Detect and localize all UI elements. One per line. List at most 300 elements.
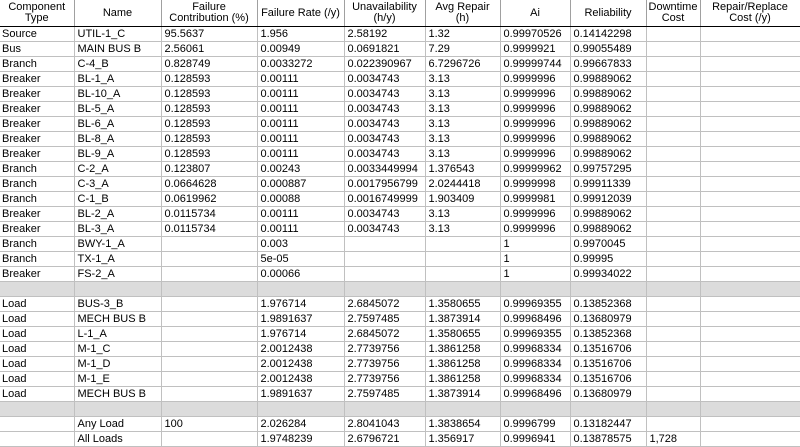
col-header-repair[interactable]: Avg Repair (h) — [425, 0, 500, 27]
cell-unavailability[interactable]: 0.0034743 — [344, 222, 425, 237]
cell-type[interactable]: Load — [0, 342, 74, 357]
cell-repair[interactable] — [425, 267, 500, 282]
cell-type[interactable]: Load — [0, 327, 74, 342]
table-row[interactable] — [0, 177, 800, 192]
table-row[interactable] — [0, 222, 800, 237]
cell-downtime[interactable] — [646, 147, 700, 162]
cell-unavailability[interactable]: 2.6845072 — [344, 297, 425, 312]
cell-unavailability[interactable]: 0.0034743 — [344, 87, 425, 102]
cell-contribution[interactable]: 0.0115734 — [161, 207, 257, 222]
cell-replace-cost[interactable] — [700, 342, 800, 357]
cell-contribution[interactable] — [161, 372, 257, 387]
cell-reliability[interactable]: 0.14142298 — [570, 27, 646, 42]
cell-name[interactable]: BL-3_A — [74, 222, 161, 237]
cell-reliability[interactable]: 0.99889062 — [570, 207, 646, 222]
cell-downtime[interactable] — [646, 222, 700, 237]
cell-reliability[interactable]: 0.13182447 — [570, 417, 646, 432]
table-row[interactable] — [0, 162, 800, 177]
cell-ai[interactable]: 1 — [500, 252, 570, 267]
cell-rate[interactable]: 2.0012438 — [257, 372, 344, 387]
table-row[interactable] — [0, 87, 800, 102]
cell-type[interactable]: Load — [0, 312, 74, 327]
table-row[interactable] — [0, 207, 800, 222]
cell-downtime[interactable] — [646, 42, 700, 57]
cell-downtime[interactable] — [646, 57, 700, 72]
cell-name[interactable]: MECH BUS B — [74, 312, 161, 327]
table-row[interactable] — [0, 357, 800, 372]
cell-type[interactable]: Branch — [0, 237, 74, 252]
cell-type[interactable]: Breaker — [0, 72, 74, 87]
cell-rate[interactable]: 0.00111 — [257, 132, 344, 147]
cell-ai[interactable]: 0.99968334 — [500, 342, 570, 357]
cell-rate[interactable]: 0.00243 — [257, 162, 344, 177]
separator-cell — [161, 402, 257, 417]
cell-replace-cost[interactable] — [700, 237, 800, 252]
cell-unavailability[interactable]: 2.6845072 — [344, 327, 425, 342]
cell-repair[interactable]: 3.13 — [425, 102, 500, 117]
cell-reliability[interactable]: 0.99055489 — [570, 42, 646, 57]
separator-cell — [257, 282, 344, 297]
table-row[interactable] — [0, 432, 800, 447]
table-row[interactable] — [0, 342, 800, 357]
cell-reliability[interactable]: 0.99889062 — [570, 72, 646, 87]
cell-contribution[interactable]: 95.5637 — [161, 27, 257, 42]
col-header-reliability[interactable]: Reliability — [570, 0, 646, 27]
cell-contribution[interactable]: 100 — [161, 417, 257, 432]
cell-reliability[interactable]: 0.13852368 — [570, 297, 646, 312]
cell-rate[interactable]: 0.003 — [257, 237, 344, 252]
cell-downtime[interactable] — [646, 192, 700, 207]
cell-ai[interactable]: 0.9999996 — [500, 117, 570, 132]
cell-reliability[interactable]: 0.13516706 — [570, 342, 646, 357]
cell-contribution[interactable]: 0.0664628 — [161, 177, 257, 192]
cell-name[interactable]: FS-2_A — [74, 267, 161, 282]
cell-ai[interactable]: 0.9999998 — [500, 177, 570, 192]
cell-rate[interactable]: 1.976714 — [257, 297, 344, 312]
cell-type[interactable]: Load — [0, 357, 74, 372]
col-header-downtime[interactable]: Downtime Cost — [646, 0, 700, 27]
cell-ai[interactable]: 0.9999996 — [500, 102, 570, 117]
cell-rate[interactable]: 0.0033272 — [257, 57, 344, 72]
cell-reliability[interactable]: 0.13852368 — [570, 327, 646, 342]
cell-replace-cost[interactable] — [700, 192, 800, 207]
cell-unavailability[interactable]: 0.0017956799 — [344, 177, 425, 192]
cell-ai[interactable]: 1 — [500, 237, 570, 252]
cell-name[interactable]: BL-9_A — [74, 147, 161, 162]
cell-rate[interactable]: 1.976714 — [257, 327, 344, 342]
cell-rate[interactable]: 2.0012438 — [257, 342, 344, 357]
cell-ai[interactable]: 0.99999744 — [500, 57, 570, 72]
cell-type[interactable]: Load — [0, 297, 74, 312]
cell-unavailability[interactable]: 0.0691821 — [344, 42, 425, 57]
cell-ai[interactable]: 1 — [500, 267, 570, 282]
cell-downtime[interactable] — [646, 177, 700, 192]
cell-contribution[interactable]: 0.0619962 — [161, 192, 257, 207]
cell-reliability[interactable]: 0.99889062 — [570, 222, 646, 237]
cell-contribution[interactable]: 0.0115734 — [161, 222, 257, 237]
table-row[interactable] — [0, 72, 800, 87]
cell-repair[interactable]: 1.3838654 — [425, 417, 500, 432]
cell-type[interactable]: Breaker — [0, 102, 74, 117]
cell-unavailability[interactable]: 0.0034743 — [344, 117, 425, 132]
cell-rate[interactable]: 0.00111 — [257, 87, 344, 102]
cell-name[interactable]: BL-2_A — [74, 207, 161, 222]
cell-downtime[interactable] — [646, 372, 700, 387]
cell-name[interactable]: BL-1_A — [74, 72, 161, 87]
cell-name[interactable]: M-1_D — [74, 357, 161, 372]
table-row[interactable] — [0, 267, 800, 282]
cell-rate[interactable]: 0.00111 — [257, 222, 344, 237]
cell-rate[interactable]: 2.026284 — [257, 417, 344, 432]
cell-repair[interactable]: 6.7296726 — [425, 57, 500, 72]
cell-ai[interactable]: 0.99970526 — [500, 27, 570, 42]
cell-unavailability[interactable]: 0.0034743 — [344, 132, 425, 147]
cell-repair[interactable]: 3.13 — [425, 87, 500, 102]
col-header-replace-cost[interactable]: Repair/Replace Cost (/y) — [700, 0, 800, 27]
cell-repair[interactable]: 1.3873914 — [425, 312, 500, 327]
cell-unavailability[interactable]: 2.7597485 — [344, 387, 425, 402]
cell-repair[interactable]: 1.903409 — [425, 192, 500, 207]
cell-rate[interactable]: 2.0012438 — [257, 357, 344, 372]
cell-ai[interactable]: 0.9999981 — [500, 192, 570, 207]
cell-reliability[interactable]: 0.99934022 — [570, 267, 646, 282]
cell-name[interactable]: BL-10_A — [74, 87, 161, 102]
table-row[interactable] — [0, 327, 800, 342]
cell-replace-cost[interactable] — [700, 222, 800, 237]
cell-ai[interactable]: 0.9999996 — [500, 72, 570, 87]
col-header-rate[interactable]: Failure Rate (/y) — [257, 0, 344, 27]
cell-contribution[interactable]: 0.128593 — [161, 147, 257, 162]
cell-reliability[interactable]: 0.13516706 — [570, 372, 646, 387]
cell-reliability[interactable]: 0.99911339 — [570, 177, 646, 192]
cell-unavailability[interactable]: 0.022390967 — [344, 57, 425, 72]
cell-reliability[interactable]: 0.13516706 — [570, 357, 646, 372]
cell-name[interactable]: C-4_B — [74, 57, 161, 72]
cell-unavailability[interactable]: 2.7739756 — [344, 372, 425, 387]
cell-replace-cost[interactable] — [700, 132, 800, 147]
cell-type[interactable]: Breaker — [0, 87, 74, 102]
cell-unavailability[interactable]: 2.7597485 — [344, 312, 425, 327]
cell-unavailability[interactable]: 0.0034743 — [344, 72, 425, 87]
cell-repair[interactable] — [425, 252, 500, 267]
cell-reliability[interactable]: 0.99889062 — [570, 147, 646, 162]
cell-ai[interactable]: 0.99968334 — [500, 357, 570, 372]
cell-name[interactable]: BL-8_A — [74, 132, 161, 147]
cell-name[interactable]: M-1_C — [74, 342, 161, 357]
cell-replace-cost[interactable] — [700, 267, 800, 282]
cell-ai[interactable]: 0.9999921 — [500, 42, 570, 57]
table-row[interactable] — [0, 42, 800, 57]
cell-downtime[interactable] — [646, 207, 700, 222]
col-header-name[interactable]: Name — [74, 0, 161, 27]
cell-downtime[interactable] — [646, 327, 700, 342]
cell-downtime[interactable] — [646, 72, 700, 87]
cell-contribution[interactable] — [161, 312, 257, 327]
cell-ai[interactable]: 0.9999996 — [500, 222, 570, 237]
cell-repair[interactable]: 3.13 — [425, 147, 500, 162]
cell-type[interactable]: Breaker — [0, 207, 74, 222]
cell-unavailability[interactable] — [344, 267, 425, 282]
cell-repair[interactable]: 3.13 — [425, 222, 500, 237]
cell-ai[interactable]: 0.99969355 — [500, 297, 570, 312]
cell-repair[interactable]: 3.13 — [425, 72, 500, 87]
cell-reliability[interactable]: 0.99912039 — [570, 192, 646, 207]
cell-replace-cost[interactable] — [700, 87, 800, 102]
cell-type[interactable] — [0, 432, 74, 447]
cell-replace-cost[interactable] — [700, 252, 800, 267]
cell-replace-cost[interactable] — [700, 327, 800, 342]
cell-name[interactable]: MAIN BUS B — [74, 42, 161, 57]
cell-reliability[interactable]: 0.99889062 — [570, 87, 646, 102]
cell-rate[interactable]: 0.00111 — [257, 207, 344, 222]
cell-contribution[interactable] — [161, 267, 257, 282]
cell-ai[interactable]: 0.99968496 — [500, 312, 570, 327]
table-row[interactable] — [0, 297, 800, 312]
cell-name[interactable]: C-1_B — [74, 192, 161, 207]
cell-rate[interactable]: 0.00066 — [257, 267, 344, 282]
cell-name[interactable]: All Loads — [74, 432, 161, 447]
cell-name[interactable]: TX-1_A — [74, 252, 161, 267]
cell-ai[interactable]: 0.99969355 — [500, 327, 570, 342]
cell-downtime[interactable] — [646, 312, 700, 327]
cell-rate[interactable]: 0.000887 — [257, 177, 344, 192]
cell-unavailability[interactable]: 2.7739756 — [344, 357, 425, 372]
cell-replace-cost[interactable] — [700, 27, 800, 42]
cell-reliability[interactable]: 0.13680979 — [570, 387, 646, 402]
cell-downtime[interactable] — [646, 357, 700, 372]
cell-contribution[interactable] — [161, 297, 257, 312]
cell-rate[interactable]: 0.00088 — [257, 192, 344, 207]
col-header-unavailability[interactable]: Unavailability (h/y) — [344, 0, 425, 27]
cell-ai[interactable]: 0.9999996 — [500, 87, 570, 102]
cell-ai[interactable]: 0.9996941 — [500, 432, 570, 447]
cell-replace-cost[interactable] — [700, 117, 800, 132]
table-row[interactable] — [0, 372, 800, 387]
cell-ai[interactable]: 0.99968496 — [500, 387, 570, 402]
cell-name[interactable]: M-1_E — [74, 372, 161, 387]
cell-downtime[interactable] — [646, 267, 700, 282]
table-row[interactable] — [0, 312, 800, 327]
cell-downtime[interactable] — [646, 342, 700, 357]
separator-row — [0, 402, 800, 417]
cell-ai[interactable]: 0.9999996 — [500, 207, 570, 222]
cell-contribution[interactable]: 0.128593 — [161, 117, 257, 132]
cell-type[interactable] — [0, 417, 74, 432]
cell-downtime[interactable] — [646, 87, 700, 102]
cell-replace-cost[interactable] — [700, 207, 800, 222]
cell-rate[interactable]: 0.00111 — [257, 117, 344, 132]
cell-type[interactable]: Breaker — [0, 222, 74, 237]
cell-repair[interactable]: 1.3580655 — [425, 297, 500, 312]
cell-contribution[interactable] — [161, 432, 257, 447]
cell-replace-cost[interactable] — [700, 297, 800, 312]
cell-replace-cost[interactable] — [700, 177, 800, 192]
cell-contribution[interactable]: 0.128593 — [161, 87, 257, 102]
cell-unavailability[interactable]: 2.6796721 — [344, 432, 425, 447]
cell-unavailability[interactable]: 0.0034743 — [344, 207, 425, 222]
cell-repair[interactable]: 1.32 — [425, 27, 500, 42]
cell-ai[interactable]: 0.99999962 — [500, 162, 570, 177]
cell-rate[interactable]: 5e-05 — [257, 252, 344, 267]
cell-rate[interactable]: 0.00111 — [257, 102, 344, 117]
table-row[interactable] — [0, 252, 800, 267]
cell-name[interactable]: BWY-1_A — [74, 237, 161, 252]
cell-replace-cost[interactable] — [700, 57, 800, 72]
cell-repair[interactable]: 1.3861258 — [425, 372, 500, 387]
col-header-ai[interactable]: Ai — [500, 0, 570, 27]
col-header-contribution[interactable]: Failure Contribution (%) — [161, 0, 257, 27]
cell-repair[interactable]: 7.29 — [425, 42, 500, 57]
cell-downtime[interactable] — [646, 417, 700, 432]
table-row[interactable] — [0, 102, 800, 117]
cell-reliability[interactable]: 0.13878575 — [570, 432, 646, 447]
cell-downtime[interactable] — [646, 237, 700, 252]
cell-type[interactable]: Bus — [0, 42, 74, 57]
cell-repair[interactable]: 1.3580655 — [425, 327, 500, 342]
cell-repair[interactable]: 1.3873914 — [425, 387, 500, 402]
table-row[interactable] — [0, 417, 800, 432]
cell-rate[interactable]: 1.9748239 — [257, 432, 344, 447]
cell-rate[interactable]: 0.00111 — [257, 147, 344, 162]
cell-contribution[interactable]: 0.128593 — [161, 72, 257, 87]
cell-repair[interactable]: 2.0244418 — [425, 177, 500, 192]
cell-repair[interactable]: 3.13 — [425, 132, 500, 147]
separator-cell — [0, 402, 74, 417]
cell-ai[interactable]: 0.9999996 — [500, 147, 570, 162]
table-row[interactable] — [0, 192, 800, 207]
cell-contribution[interactable] — [161, 237, 257, 252]
cell-contribution[interactable] — [161, 357, 257, 372]
cell-reliability[interactable]: 0.99995 — [570, 252, 646, 267]
cell-replace-cost[interactable] — [700, 387, 800, 402]
cell-name[interactable]: UTIL-1_C — [74, 27, 161, 42]
cell-replace-cost[interactable] — [700, 432, 800, 447]
cell-rate[interactable]: 1.9891637 — [257, 312, 344, 327]
cell-name[interactable]: MECH BUS B — [74, 387, 161, 402]
cell-downtime[interactable] — [646, 102, 700, 117]
cell-type[interactable]: Branch — [0, 177, 74, 192]
cell-unavailability[interactable]: 2.7739756 — [344, 342, 425, 357]
table-row[interactable] — [0, 117, 800, 132]
cell-type[interactable]: Branch — [0, 57, 74, 72]
cell-downtime[interactable] — [646, 387, 700, 402]
cell-unavailability[interactable]: 0.0034743 — [344, 102, 425, 117]
cell-type[interactable]: Load — [0, 387, 74, 402]
cell-repair[interactable]: 1.356917 — [425, 432, 500, 447]
cell-type[interactable]: Breaker — [0, 147, 74, 162]
cell-contribution[interactable] — [161, 387, 257, 402]
cell-contribution[interactable]: 0.128593 — [161, 132, 257, 147]
cell-repair[interactable]: 3.13 — [425, 207, 500, 222]
cell-name[interactable]: BL-6_A — [74, 117, 161, 132]
cell-replace-cost[interactable] — [700, 147, 800, 162]
cell-replace-cost[interactable] — [700, 72, 800, 87]
col-header-type[interactable]: Component Type — [0, 0, 74, 27]
cell-contribution[interactable] — [161, 252, 257, 267]
cell-contribution[interactable]: 2.56061 — [161, 42, 257, 57]
cell-unavailability[interactable]: 2.58192 — [344, 27, 425, 42]
cell-replace-cost[interactable] — [700, 417, 800, 432]
table-row[interactable] — [0, 147, 800, 162]
cell-reliability[interactable]: 0.99667833 — [570, 57, 646, 72]
cell-reliability[interactable]: 0.99889062 — [570, 117, 646, 132]
cell-contribution[interactable]: 0.828749 — [161, 57, 257, 72]
cell-replace-cost[interactable] — [700, 372, 800, 387]
cell-type[interactable]: Load — [0, 372, 74, 387]
cell-reliability[interactable]: 0.99889062 — [570, 132, 646, 147]
cell-name[interactable]: Any Load — [74, 417, 161, 432]
cell-repair[interactable]: 1.3861258 — [425, 357, 500, 372]
cell-replace-cost[interactable] — [700, 42, 800, 57]
cell-unavailability[interactable]: 0.0034743 — [344, 147, 425, 162]
cell-type[interactable]: Source — [0, 27, 74, 42]
cell-name[interactable]: BL-5_A — [74, 102, 161, 117]
table-row[interactable] — [0, 387, 800, 402]
cell-repair[interactable]: 1.376543 — [425, 162, 500, 177]
cell-type[interactable]: Branch — [0, 192, 74, 207]
cell-reliability[interactable]: 0.13680979 — [570, 312, 646, 327]
cell-contribution[interactable]: 0.128593 — [161, 102, 257, 117]
cell-downtime[interactable] — [646, 27, 700, 42]
cell-downtime[interactable] — [646, 132, 700, 147]
cell-unavailability[interactable] — [344, 252, 425, 267]
cell-type[interactable]: Breaker — [0, 132, 74, 147]
cell-downtime[interactable] — [646, 252, 700, 267]
cell-name[interactable]: C-3_A — [74, 177, 161, 192]
cell-name[interactable]: C-2_A — [74, 162, 161, 177]
table-row[interactable] — [0, 237, 800, 252]
cell-type[interactable]: Branch — [0, 162, 74, 177]
cell-rate[interactable]: 0.00111 — [257, 72, 344, 87]
cell-repair[interactable]: 3.13 — [425, 117, 500, 132]
cell-repair[interactable]: 1.3861258 — [425, 342, 500, 357]
cell-replace-cost[interactable] — [700, 357, 800, 372]
cell-ai[interactable]: 0.99968334 — [500, 372, 570, 387]
cell-repair[interactable] — [425, 237, 500, 252]
cell-unavailability[interactable]: 2.8041043 — [344, 417, 425, 432]
cell-rate[interactable]: 0.00949 — [257, 42, 344, 57]
cell-type[interactable]: Breaker — [0, 117, 74, 132]
cell-unavailability[interactable]: 0.0033449994 — [344, 162, 425, 177]
cell-name[interactable]: L-1_A — [74, 327, 161, 342]
table-row[interactable] — [0, 132, 800, 147]
cell-name[interactable]: BUS-3_B — [74, 297, 161, 312]
cell-ai[interactable]: 0.9996799 — [500, 417, 570, 432]
cell-contribution[interactable] — [161, 342, 257, 357]
cell-contribution[interactable]: 0.123807 — [161, 162, 257, 177]
cell-unavailability[interactable] — [344, 237, 425, 252]
cell-reliability[interactable]: 0.99889062 — [570, 102, 646, 117]
cell-ai[interactable]: 0.9999996 — [500, 132, 570, 147]
cell-contribution[interactable] — [161, 327, 257, 342]
table-row[interactable] — [0, 27, 800, 42]
table-row[interactable] — [0, 57, 800, 72]
cell-downtime[interactable] — [646, 117, 700, 132]
cell-replace-cost[interactable] — [700, 162, 800, 177]
cell-rate[interactable]: 1.9891637 — [257, 387, 344, 402]
cell-reliability[interactable]: 0.99757295 — [570, 162, 646, 177]
cell-rate[interactable]: 1.956 — [257, 27, 344, 42]
cell-downtime[interactable] — [646, 162, 700, 177]
cell-unavailability[interactable]: 0.0016749999 — [344, 192, 425, 207]
cell-replace-cost[interactable] — [700, 312, 800, 327]
cell-downtime[interactable]: 1,728 — [646, 432, 700, 447]
cell-downtime[interactable] — [646, 297, 700, 312]
cell-replace-cost[interactable] — [700, 102, 800, 117]
cell-type[interactable]: Branch — [0, 252, 74, 267]
cell-type[interactable]: Breaker — [0, 267, 74, 282]
cell-reliability[interactable]: 0.9970045 — [570, 237, 646, 252]
